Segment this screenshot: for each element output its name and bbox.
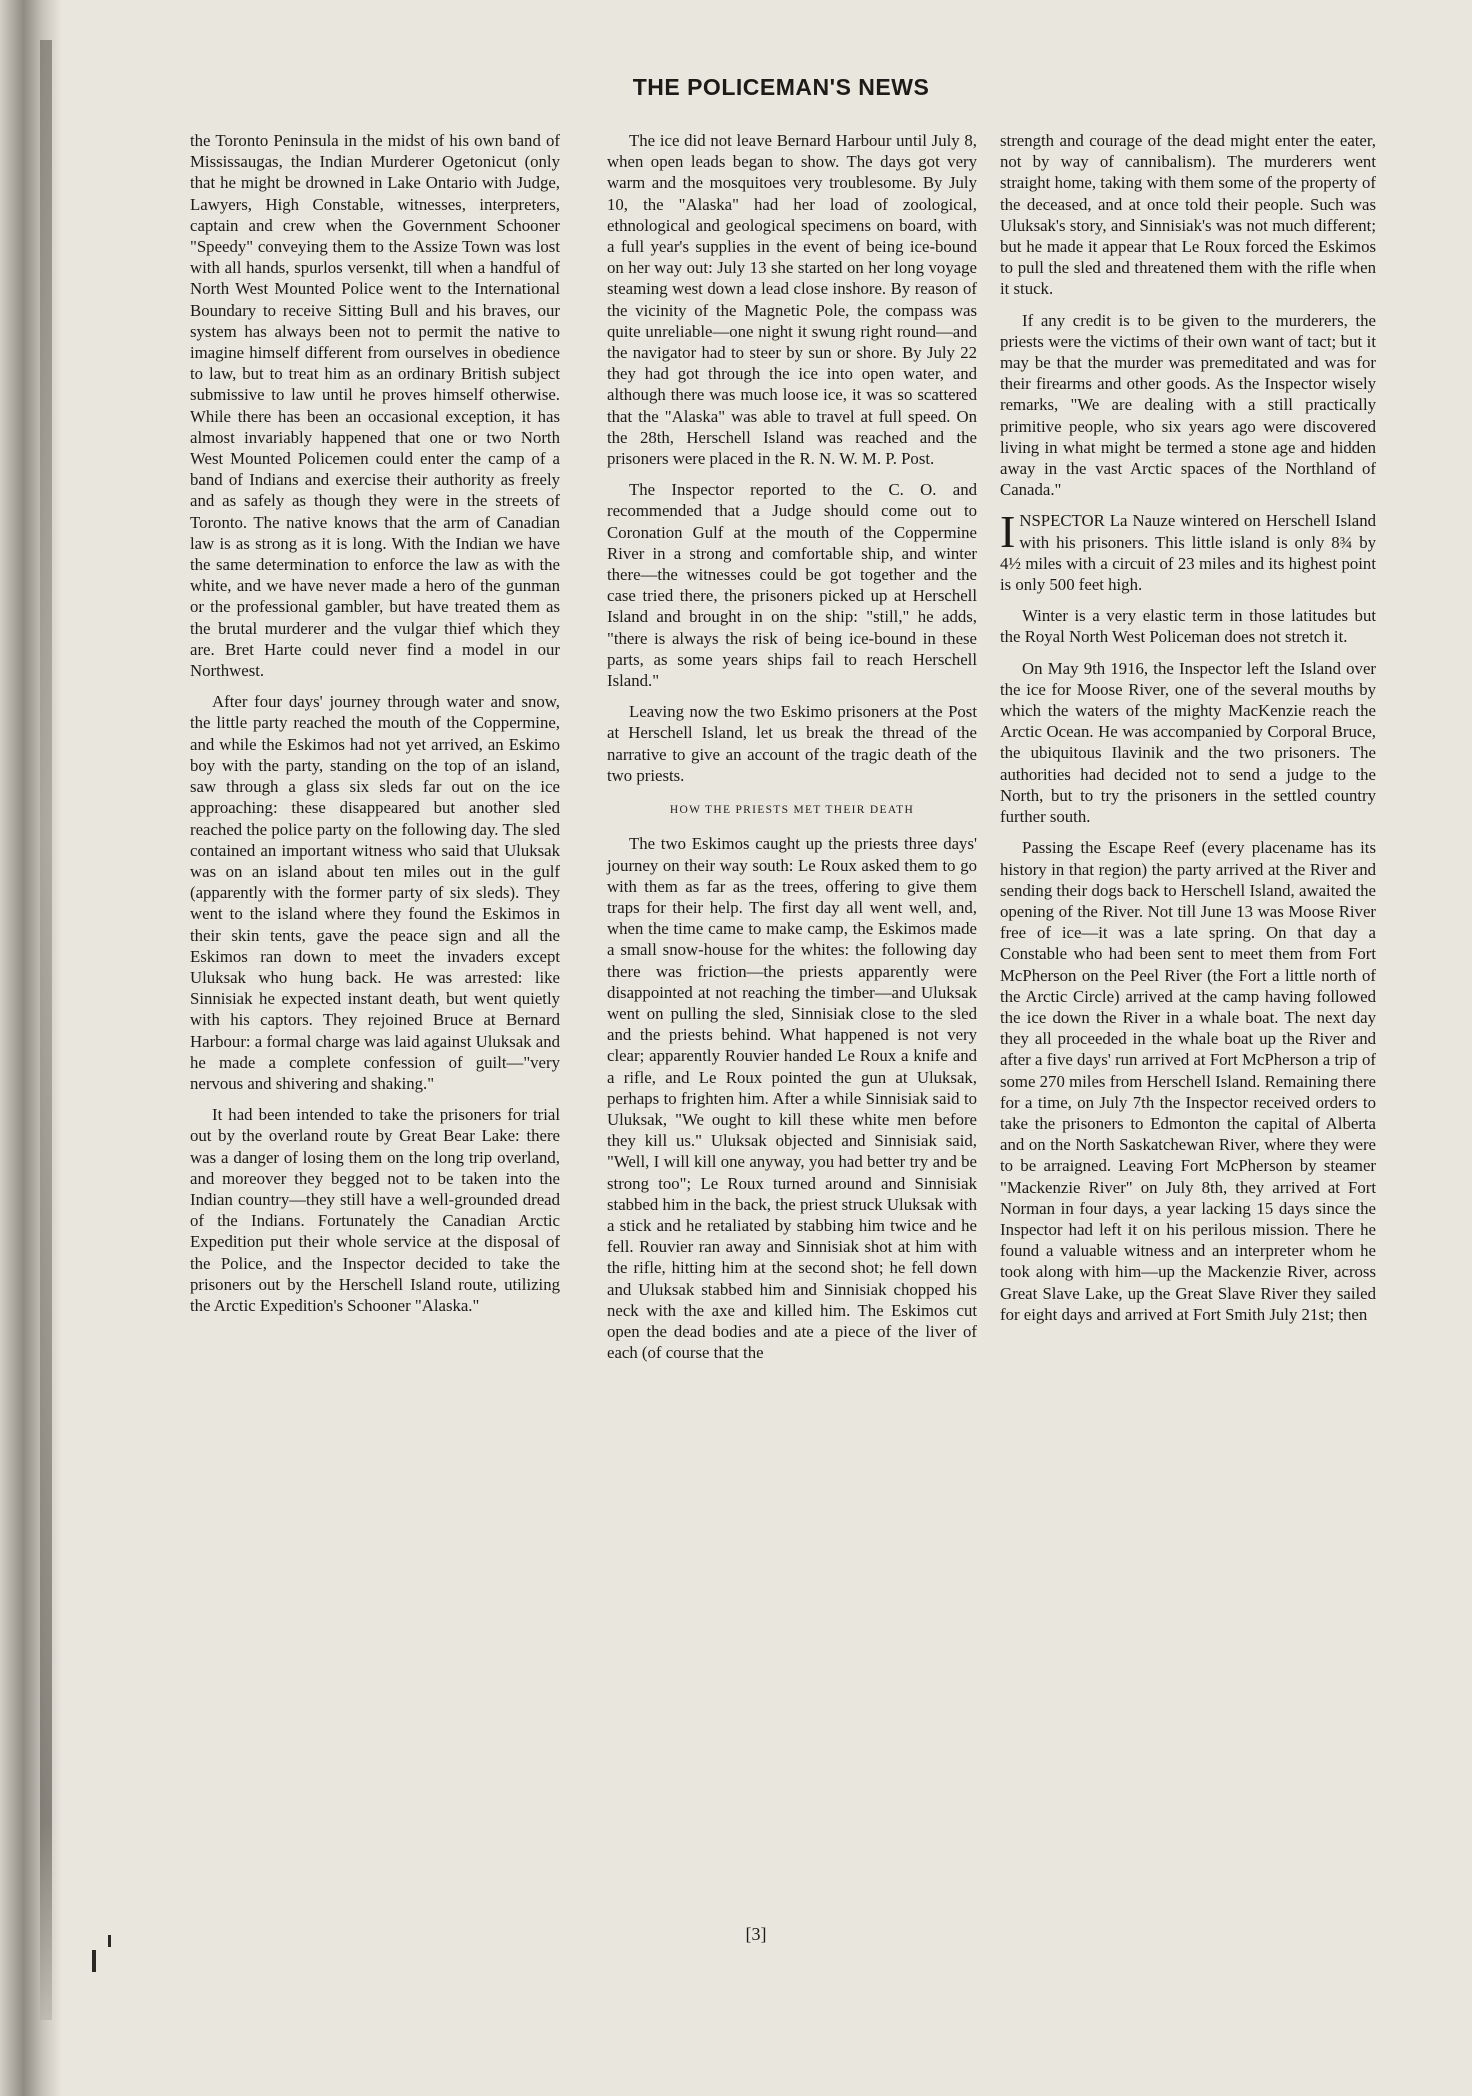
column-2 (607, 130, 977, 1373)
column-3 (1000, 130, 1376, 1335)
page-binding-edge (0, 0, 62, 2096)
paragraph: After four days' journey through water and snow, the little party reached the mouth of the Coppermine, and while the Eskimos had not yet arrived, an Eskimo boy with the party, standing on the top of an island, saw through a glass six sleds far out on the ice approaching: these disappeared but another sled reached the police party on the following day. The sled contained an important witness who said that Uluksak was on an island about ten miles out in the gulf (apparently with the former party of six sleds). They went to the island where they found the Eskimos in their skin tents, gave the peace sign and all the Eskimos ran down to meet the invaders except Uluksak who hung back. He was arrested: like Sinnisiak he expected instant death, but went quietly with his captors. They rejoined Bruce at Bernard Harbour: a formal charge was laid against Uluksak and he made a complete confession of guilt—"very nervous and shivering and shaking." (190, 692, 560, 1093)
binding-shadow (40, 40, 52, 2020)
section-heading: HOW THE PRIESTS MET THEIR DEATH (669, 804, 915, 817)
paragraph: It had been intended to take the prisoners for trial out by the overland route by Great Bear Lake: there was a danger of losing them on the long trip overland, and moreover they begged not to be taken into the Indian country—they still have a well-grounded dread of the Indians. Fortunately the Canadian Arctic Expedition put their whole service at the disposal of the Police, and the Inspector decided to take the prisoners out by the Herschell Island route, utilizing the Arctic Expedition's Schooner "Alaska." (190, 1105, 560, 1315)
binding-mark (92, 1950, 96, 1972)
paragraph: If any credit is to be given to the murderers, the priests were the victims of their own want of tact; but it may be that the murder was premeditated and was for their firearms and other goods. As the Inspector wisely remarks, "We are dealing with a still practically primitive people, who six years ago were discovered living in what might be termed a stone age and hidden away in the vast Arctic spaces of the Northland of Canada." (1000, 310, 1376, 500)
paragraph: The Inspector reported to the C. O. and recommended that a Judge should come out to Coronation Gulf at the mouth of the Coppermine River in a strong and comfortable ship, and winter there—the witnesses could be got together and the case tried there, the prisoners picked up at Herschell Island and brought in on the ship: "still," he adds, "there is always the risk of being ice-bound in these parts, as some years ships fail to reach Herschell Island." (607, 480, 977, 691)
paragraph: Leaving now the two Eskimo prisoners at the Post at Herschell Island, let us break the thread of the narrative to give an account of the tragic death of the two priests. (607, 702, 977, 785)
paragraph: Winter is a very elastic term in those latitudes but the Royal North West Policeman does not stretch it. (1000, 606, 1376, 647)
drop-cap: I (1000, 506, 1016, 558)
column-1 (190, 130, 560, 1326)
paragraph: The ice did not leave Bernard Harbour until July 8, when open leads began to show. The days got very warm and the mosquitoes very troublesome. By July 10, the "Alaska" had her load of zoological, ethnological and geological specimens on board, with a full year's supplies in the event of being ice-bound on her way out: July 13 she started on her long voyage steaming west down a lead close inshore. By reason of the vicinity of the Magnetic Pole, the compass was quite unreliable—one night it swung right round—and the navigator had to steer by sun or shore. By July 22 they had got through the ice into open water, and although there was much loose ice, it was so scattered that the "Alaska" was able to travel at full speed. On the 28th, Herschell Island was reached and the prisoners were placed in the R. N. W. M. P. Post. (607, 131, 977, 469)
paragraph: On May 9th 1916, the Inspector left the Island over the ice for Moose River, one of the several mouths by which the waters of the mighty MacKenzie reach the Arctic Ocean. He was accompanied by Corporal Bruce, the ubiquitous Ilavinik and the two prisoners. The authorities had decided not to send a judge to the North, but to try the prisoners in the settled country further south. (1000, 658, 1376, 827)
paragraph: The two Eskimos caught up the priests three days' journey on their way south: Le Roux asked them to go with them as far as the trees, offering to give them traps for their help. The first day all went well, and, when the time came to make camp, the Eskimos made a small snow-house for the whites: the following day there was friction—the priests apparently were disappointed at not reaching the timber—and Uluksak went on pulling the sled, Sinnisiak close to the sled and the priests behind. What happened is not very clear; apparently Rouvier handed Le Roux a knife and a rifle, and Le Roux pointed the gun at Uluksak, perhaps to frighten him. After a while Sinnisiak said to Uluksak, "We ought to kill these white men before they kill us." Uluksak objected and Sinnisiak said, "Well, I will kill one anyway, you had better try and be strong too"; Le Roux turned around and Sinnisiak stabbed him in the back, the priest struck Uluksak with a stick and he retaliated by stabbing him twice and he fell. Rouvier ran away and Sinnisiak shot at him with the rifle, hitting him at the second shot; he fell down and Uluksak stabbed him and Sinnisiak chopped his neck with the axe and killed him. The Eskimos cut open the dead bodies and ate a piece of the liver of each (of course that the (607, 834, 977, 1363)
paragraph: the Toronto Peninsula in the midst of his own band of Mississaugas, the Indian Murderer Ogetonicut (only that he might be drowned in Lake Ontario with Judge, Lawyers, High Constable, witnesses, interpreters, captain and crew when the Government Schooner "Speedy" conveying them to the Assize Town was lost with all hands, spurlos versenkt, till when a handful of North West Mounted Police went to the International Boundary to receive Sitting Bull and his braves, our system has always been not to permit the native to imagine himself different from ourselves in obedience to law, but to treat him as an ordinary British subject submissive to law until he proves himself otherwise. While there has been an occasional exception, it has almost invariably happened that one or two North West Mounted Policemen could enter the camp of a band of Indians and exercise their authority as freely and as safely as though they were in the streets of Toronto. The native knows that the arm of Canadian law is as strong as it is long. With the Indian we have the same determination to enforce the law as with the white, and we have never made a hero of the gunman or the professional gambler, but have treated them as the brutal murderer and the vulgar thief which they are. Bret Harte could never find a model in our Northwest. (190, 131, 560, 681)
paragraph-text: NSPECTOR La Nauze wintered on Herschell Island with his prisoners. This little island is only 8¾ by 4½ miles with a circuit of 23 miles and its highest point is only 500 feet high. (1000, 511, 1376, 595)
paragraph-dropcap (1000, 506, 1376, 595)
page-number: [3] (745, 1924, 767, 1944)
running-head: THE POLICEMAN'S NEWS (632, 74, 930, 100)
paragraph: strength and courage of the dead might enter the eater, not by way of cannibalism). The murderers went straight home, taking with them some of the property of the deceased, and at once told their people. Such was Uluksak's story, and Sinnisiak's was not much different; but he made it appear that Le Roux forced the Eskimos to pull the sled and threatened them with the rifle when it stuck. (1000, 131, 1376, 299)
paragraph: Passing the Escape Reef (every placename has its history in that region) the party arrived at the River and sending their dogs back to Herschell Island, awaited the opening of the River. Not till June 13 was Moose River free of ice—it was a late spring. On that day a Constable who had been sent to meet them from Fort McPherson on the Peel River (the Fort a little north of the Arctic Circle) arrived at the camp having followed the ice down the River in a whale boat. The next day they all proceeded in the whale boat up the River and after a five days' run arrived at Fort McPherson a trip of some 270 miles from Herschell Island. Remaining there for a time, on July 7th the Inspector received orders to take the prisoners to Edmonton the capital of Alberta and on the North Saskatchewan River, where they were to be arraigned. Leaving Fort McPherson by steamer "Mackenzie River" on July 8th, they arrived at Fort Norman in four days, a year lacking 15 days since the Inspector had left it on his perilous mission. There he found a valuable witness and an interpreter whom he took along with him—up the Mackenzie River, across Great Slave Lake, up the Great Slave River they sailed for eight days and arrived at Fort Smith July 21st; then (1000, 838, 1376, 1324)
